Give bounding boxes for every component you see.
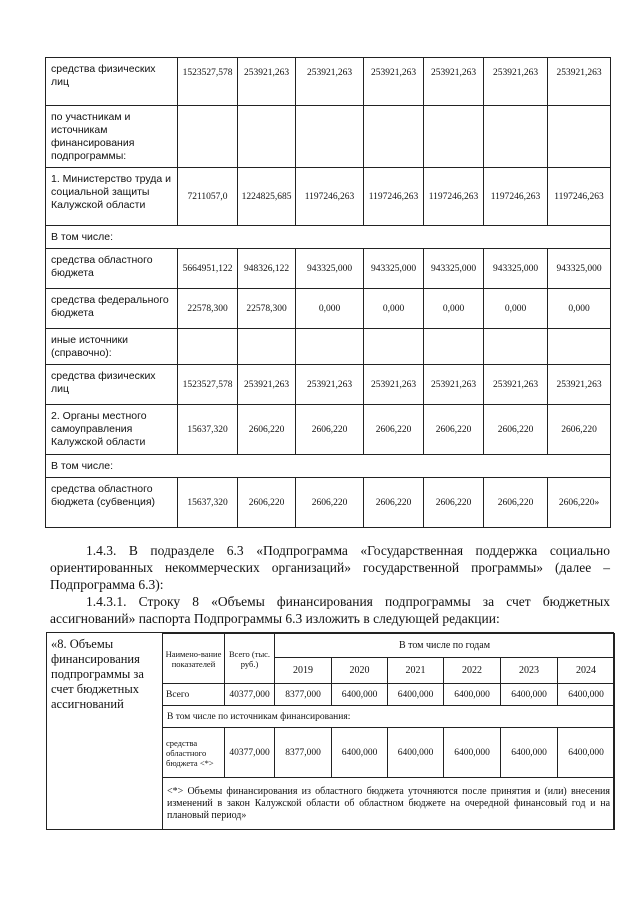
row-value: 2606,220 [484,405,548,455]
row-value: 253921,263 [424,58,484,106]
row-value [424,329,484,365]
row-value [548,329,611,365]
table-row [46,455,611,478]
table-row [46,106,611,168]
header-year: 2024 [558,658,615,684]
row-value: 943325,000 [296,249,364,289]
total-row-value: 6400,000 [558,684,615,706]
row-value: 7211057,0 [178,168,238,226]
financing-table-continued [45,57,611,528]
table-row [46,365,611,405]
table-row [46,249,611,289]
row-label: средства физических лиц [46,365,178,405]
row-value: 253921,263 [484,365,548,405]
row-value: 5664951,122 [178,249,238,289]
row-value [238,106,296,168]
row-label: средства областного бюджета [46,249,178,289]
row-value: 943325,000 [484,249,548,289]
budget-row-value: 8377,000 [275,728,332,778]
row-value: 0,000 [296,289,364,329]
header-indicator-name: Наимено-вание показателей [163,634,225,684]
row-value: 2606,220 [364,478,424,528]
row-value [178,106,238,168]
row-value [296,329,364,365]
header-year: 2022 [444,658,501,684]
row-8-label: «8. Объемы финансирования подпрограммы за счет бюджетных ассигнований [51,637,144,711]
row-value: 253921,263 [296,58,364,106]
table-row [46,405,611,455]
row-label: 1. Министерство труда и социальной защиты Калужской области [46,168,178,226]
row-value: 15637,320 [178,405,238,455]
row-value [484,329,548,365]
header-total: Всего (тыс. руб.) [225,634,275,684]
row-value: 253921,263 [548,365,611,405]
row-value: 253921,263 [238,365,296,405]
row-value: 1197246,263 [424,168,484,226]
row-value: 22578,300 [178,289,238,329]
row-value: 0,000 [484,289,548,329]
table-row [46,226,611,249]
sources-title: В том числе по источникам финансирования: [163,706,615,728]
row-value: 2606,220 [548,405,611,455]
row-value [238,329,296,365]
row-value: 1197246,263 [296,168,364,226]
row-value: 253921,263 [296,365,364,405]
row-value: 253921,263 [238,58,296,106]
budget-row-value: 6400,000 [501,728,558,778]
row-value: 0,000 [424,289,484,329]
row-section-label: В том числе: [46,226,611,249]
row-value: 2606,220 [296,478,364,528]
total-row-value: 6400,000 [501,684,558,706]
table-row [46,58,611,106]
row-value [364,106,424,168]
row-value [296,106,364,168]
table-row [46,478,611,528]
row-value: 0,000 [548,289,611,329]
footnote: <*> Объемы финансирования из областного бюджета уточняются после принятия и (или) внесения изменений в закон Калужской области об областном бюджете на очередной финансовый год и на плановый период» [163,778,615,830]
row-label: иные источники (справочно): [46,329,178,365]
row-value: 253921,263 [364,365,424,405]
budget-row-value: 6400,000 [332,728,388,778]
row-value: 948326,122 [238,249,296,289]
row-value: 253921,263 [424,365,484,405]
row-value: 1197246,263 [484,168,548,226]
row-value: 2606,220 [484,478,548,528]
row-value: 2606,220 [364,405,424,455]
header-year: 2020 [332,658,388,684]
row-value: 253921,263 [484,58,548,106]
row-value: 1197246,263 [364,168,424,226]
row-value [484,106,548,168]
header-year: 2019 [275,658,332,684]
budget-row-sum: 40377,000 [225,728,275,778]
row-value: 2606,220 [238,478,296,528]
row-label: по участникам и источникам финансирования подпрограммы: [46,106,178,168]
row-label: 2. Органы местного самоуправления Калужской области [46,405,178,455]
total-row-label: Всего [163,684,225,706]
row-value [178,329,238,365]
budget-row-value: 6400,000 [388,728,444,778]
row-label: средства федерального бюджета [46,289,178,329]
row-value [424,106,484,168]
row-value: 253921,263 [364,58,424,106]
row-value: 15637,320 [178,478,238,528]
row-value: 1197246,263 [548,168,611,226]
row-value: 943325,000 [424,249,484,289]
total-row-value: 6400,000 [388,684,444,706]
row-label: средства физических лиц [46,58,178,106]
header-years-title: В том числе по годам [275,634,615,658]
paragraph-1-4-3: 1.4.3. В подразделе 6.3 «Подпрограмма «Государственная поддержка социально ориентированных некоммерческих организаций» государственной программы» (далее – Подпрограмма 6.3): [50,543,610,592]
table-row [46,329,611,365]
header-year: 2023 [501,658,558,684]
row-value: 943325,000 [364,249,424,289]
row-section-label: В том числе: [46,455,611,478]
row-value: 253921,263 [548,58,611,106]
row-label: средства областного бюджета (субвенция) [46,478,178,528]
row-value: 2606,220 [424,405,484,455]
row-value: 2606,220» [548,478,611,528]
table-row [46,168,611,226]
row-value: 943325,000 [548,249,611,289]
total-row-value: 6400,000 [332,684,388,706]
row-value [548,106,611,168]
row-value: 2606,220 [296,405,364,455]
table-row [46,289,611,329]
subprogram-passport-row-8 [46,632,614,830]
row-value: 0,000 [364,289,424,329]
header-year: 2021 [388,658,444,684]
budget-row-value: 6400,000 [444,728,501,778]
budget-row-value: 6400,000 [558,728,615,778]
row-value: 2606,220 [238,405,296,455]
budget-row-label: средства областного бюджета <*> [163,728,225,778]
total-row-value: 8377,000 [275,684,332,706]
row-value: 1224825,685 [238,168,296,226]
total-row-sum: 40377,000 [225,684,275,706]
row-value: 2606,220 [424,478,484,528]
paragraph-1-4-3-1: 1.4.3.1. Строку 8 «Объемы финансирования подпрограммы за счет бюджетных ассигнований» паспорта Подпрограммы 6.3 изложить в следующей редакции: [50,594,610,626]
row-value: 1523527,578 [178,58,238,106]
total-row-value: 6400,000 [444,684,501,706]
funding-volume-table [162,633,615,830]
row-value: 1523527,578 [178,365,238,405]
row-value [364,329,424,365]
row-value: 22578,300 [238,289,296,329]
